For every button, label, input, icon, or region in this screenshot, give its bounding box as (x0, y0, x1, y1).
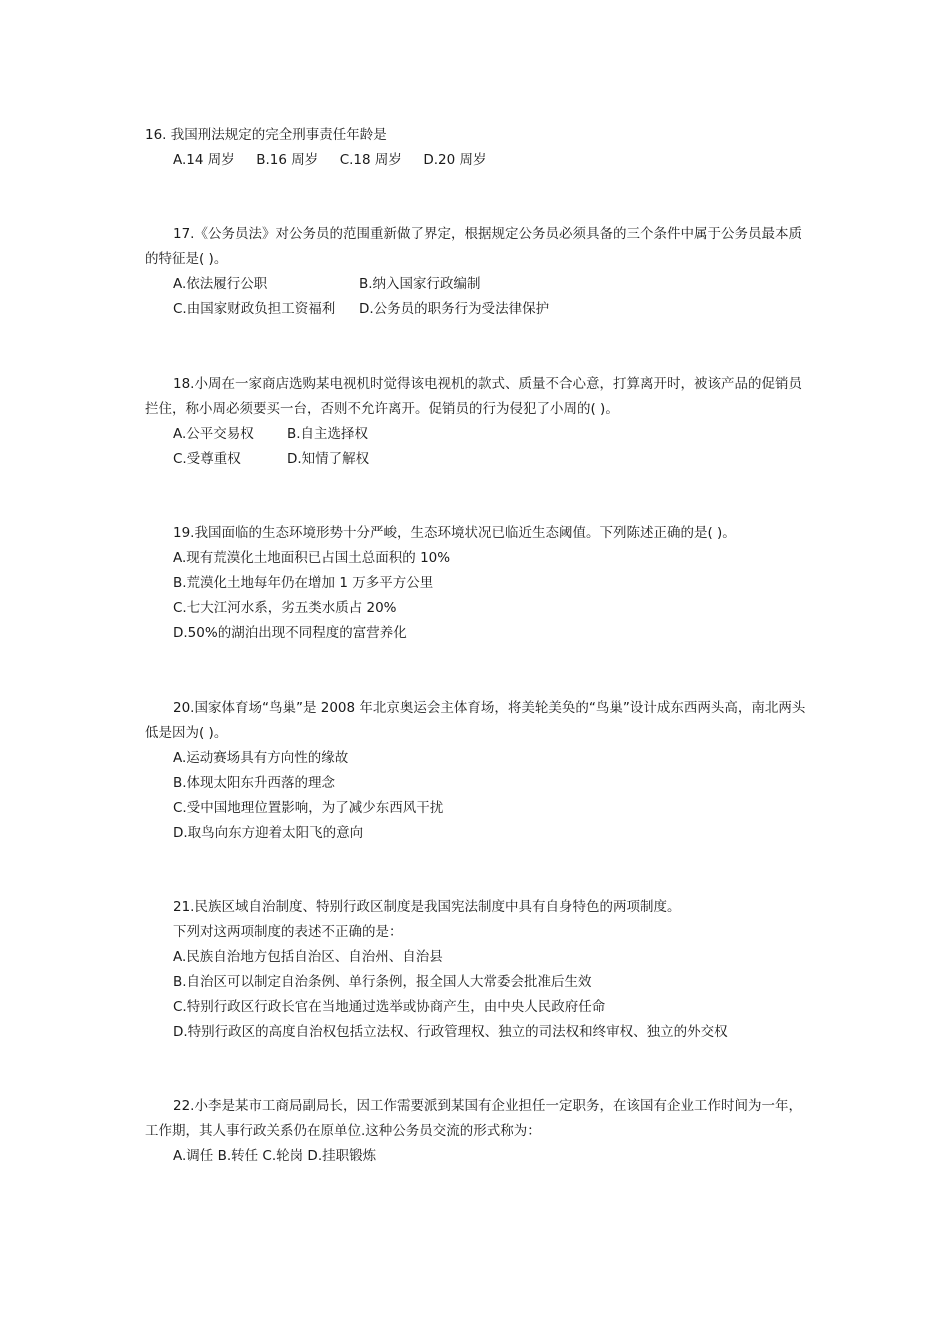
question-21-option-a: A.民族自治地方包括自治区、自治州、自治县 (173, 949, 443, 965)
question-19-option-b: B.荒漠化土地每年仍在增加 1 万多平方公里 (173, 575, 434, 591)
question-16 (145, 123, 810, 173)
question-17 (145, 222, 810, 322)
question-17-option-b: B.纳入国家行政编制 (359, 276, 481, 292)
question-21-option-d: D.特别行政区的高度自治权包括立法权、行政管理权、独立的司法权和终审权、独立的外交权 (173, 1024, 728, 1040)
question-22-options: A.调任 B.转任 C.轮岗 D.挂职锻炼 (173, 1148, 377, 1164)
question-17-options-row-1 (145, 272, 810, 297)
question-21-stem: 21.民族区域自治制度、特别行政区制度是我国宪法制度中具有自身特色的两项制度。 (173, 899, 681, 915)
question-17-option-a: A.依法履行公职 (173, 276, 268, 292)
question-20-option-c: C.受中国地理位置影响，为了减少东西风干扰 (173, 800, 444, 816)
question-21 (145, 895, 810, 1045)
question-16-options: A.14 周岁 B.16 周岁 C.18 周岁 D.20 周岁 (173, 152, 487, 168)
question-19-option-a: A.现有荒漠化土地面积已占国土总面积的 10% (173, 550, 451, 566)
question-18-options-row-2 (145, 447, 810, 472)
question-20 (145, 696, 810, 846)
question-18-options-row-1 (145, 422, 810, 447)
question-16-stem: 16. 我国刑法规定的完全刑事责任年龄是 (145, 127, 387, 143)
question-21-option-c: C.特别行政区行政长官在当地通过选举或协商产生，由中央人民政府任命 (173, 999, 606, 1015)
question-22-stem: 22.小李是某市工商局副局长，因工作需要派到某国有企业担任一定职务，在该国有企业工作时间为一年，工作期，其人事行政关系仍在原单位.这种公务员交流的形式称为： (145, 1098, 802, 1139)
question-20-option-b: B.体现太阳东升西落的理念 (173, 775, 336, 791)
question-22 (145, 1094, 810, 1169)
question-21-option-b: B.自治区可以制定自治条例、单行条例，报全国人大常委会批准后生效 (173, 974, 592, 990)
question-17-options-row-2 (145, 297, 810, 322)
question-18-option-b: B.自主选择权 (287, 426, 369, 442)
question-19-option-c: C.七大江河水系，劣五类水质占 20% (173, 600, 397, 616)
question-18-stem: 18.小周在一家商店选购某电视机时觉得该电视机的款式、质量不合心意，打算离开时，被该产品的促销员拦住，称小周必须要买一台，否则不允许离开。促销员的行为侵犯了小周的( )。 (145, 376, 802, 417)
question-18 (145, 372, 810, 472)
question-19 (145, 521, 810, 646)
question-20-stem: 20.国家体育场“鸟巢”是 2008 年北京奥运会主体育场，将美轮美奂的“鸟巢”设计成东西两头高，南北两头低是因为( )。 (145, 700, 806, 741)
question-17-option-c: C.由国家财政负担工资福利 (173, 301, 336, 317)
question-17-option-d: D.公务员的职务行为受法律保护 (359, 301, 550, 317)
question-19-option-d: D.50%的湖泊出现不同程度的富营养化 (173, 625, 407, 641)
question-18-option-a: A.公平交易权 (173, 426, 254, 442)
question-18-option-c: C.受尊重权 (173, 451, 241, 467)
question-21-stem-continued: 下列对这两项制度的表述不正确的是： (173, 924, 403, 940)
question-20-option-a: A.运动赛场具有方向性的缘故 (173, 750, 349, 766)
question-19-stem: 19.我国面临的生态环境形势十分严峻，生态环境状况已临近生态阈值。下列陈述正确的是( )。 (173, 525, 736, 541)
question-20-option-d: D.取鸟向东方迎着太阳飞的意向 (173, 825, 364, 841)
question-17-stem: 17.《公务员法》对公务员的范围重新做了界定，根据规定公务员必须具备的三个条件中属于公务员最本质的特征是( )。 (145, 226, 802, 267)
question-18-option-d: D.知情了解权 (287, 451, 370, 467)
